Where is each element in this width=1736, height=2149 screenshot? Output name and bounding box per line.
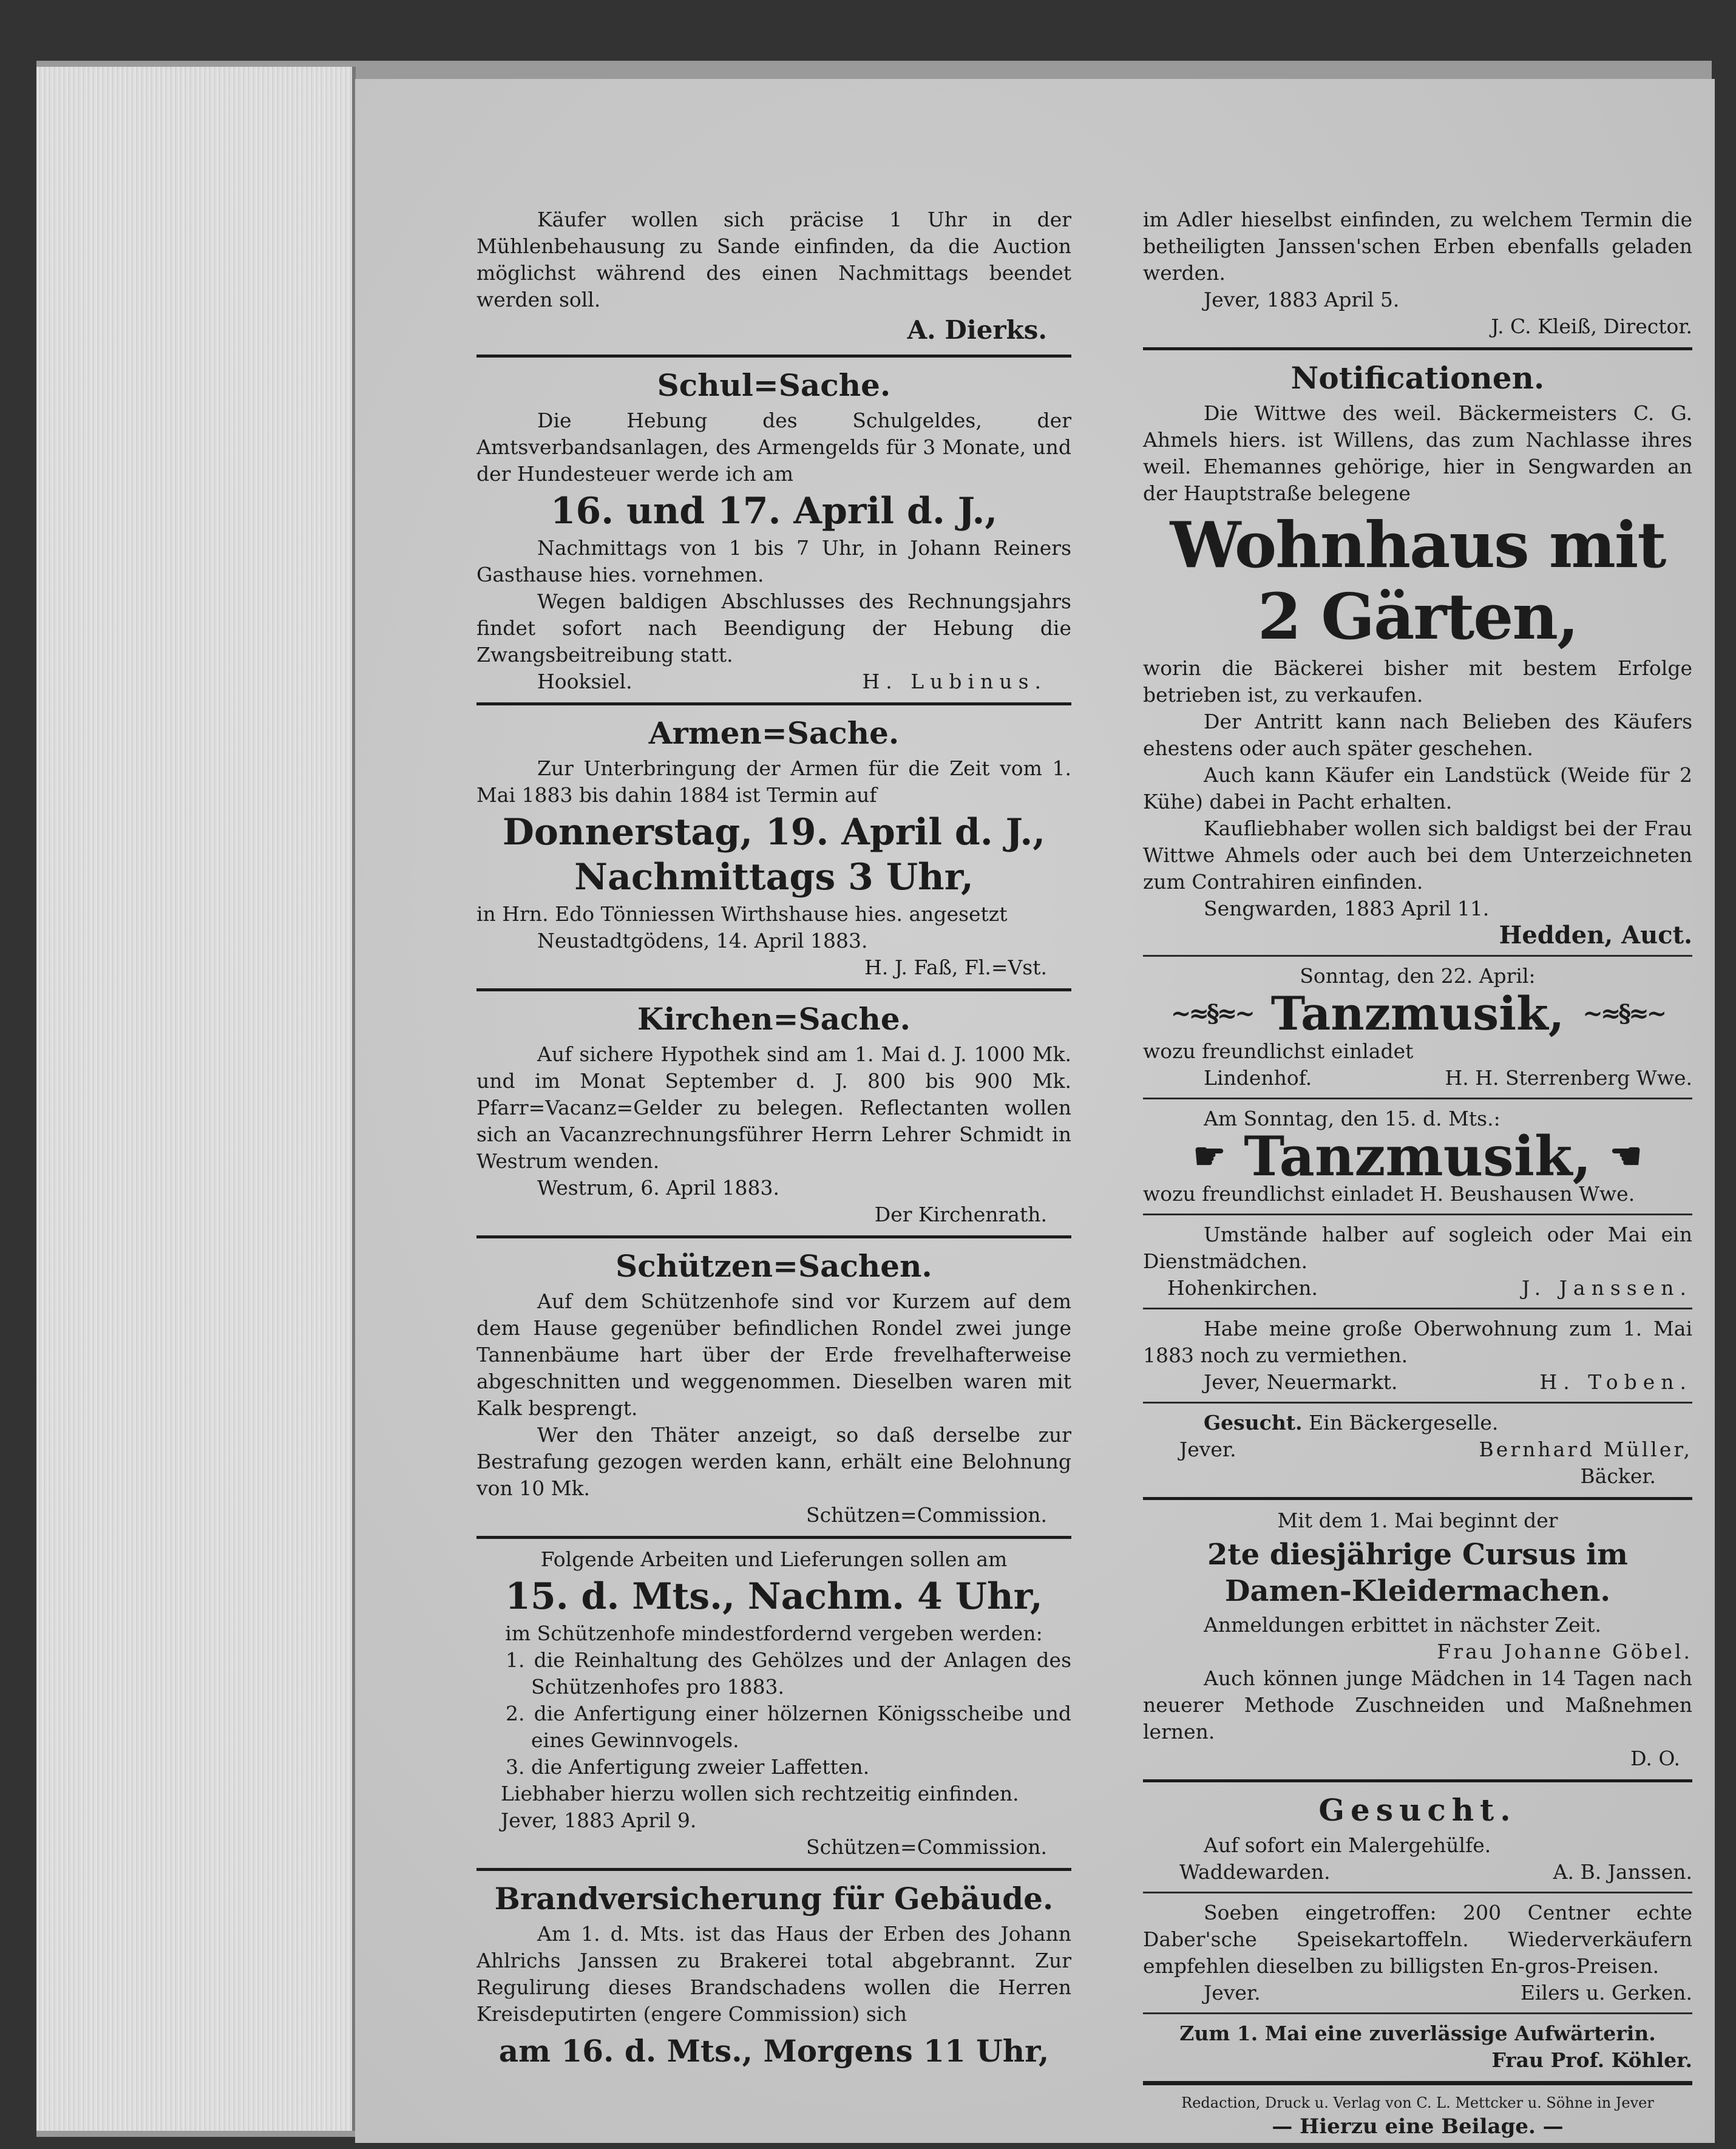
divider xyxy=(1143,347,1692,350)
wohnung-place: Jever, Neuermarkt. xyxy=(1204,1370,1398,1394)
divider xyxy=(476,702,1071,705)
schul-sign-row xyxy=(476,668,1071,695)
divider xyxy=(476,1868,1071,1871)
schuetzen-text2: Wer den Thäter anzeigt, so daß derselbe zur Bestrafung gezogen werden kann, erhält eine Belohnung von 10 Mk. xyxy=(476,1423,1071,1500)
newspaper-page xyxy=(355,79,1715,2143)
flourish-ornament-icon: ~≈§≈~ xyxy=(1170,999,1253,1028)
cursus-name: Frau Johanne Göbel. xyxy=(1437,1640,1692,1663)
kirchen-sache-notice xyxy=(476,999,1071,1228)
pointing-hand-right-icon: ☛ xyxy=(1193,1135,1226,1178)
umstaende-sign-row xyxy=(1143,1275,1692,1302)
umstaende-place: Hohenkirchen. xyxy=(1167,1276,1318,1300)
book-page-edges xyxy=(36,67,356,2131)
notif-text3: Der Antritt kann nach Belieben des Käufers ehestens oder auch später geschehen. xyxy=(1143,710,1692,760)
notif-text1: Die Wittwe des weil. Bäckermeisters C. G. Ahmels hiers. ist Willens, das zum Nachlasse ihres weil. Ehemannes gehörige, hier in Sengwarden an der Hauptstraße belegene xyxy=(1143,401,1692,505)
cursus-text2: Anmeldungen erbittet in nächster Zeit. xyxy=(1204,1613,1601,1637)
gesucht1-label: Gesucht. xyxy=(1204,1411,1303,1434)
gesucht1-role: Bäcker. xyxy=(1580,1464,1656,1488)
schuetzen-heading: Schützen=Sachen. xyxy=(615,1248,932,1284)
schul-text1: Die Hebung des Schulgeldes, der Amtsverbandsanlagen, des Armengelds für 3 Monate, und der Hundesteuer werde ich am xyxy=(476,409,1071,486)
continuation-notice xyxy=(1143,206,1692,340)
brand-heading: Brandversicherung für Gebäude. xyxy=(494,1881,1054,1916)
divider xyxy=(1143,1098,1692,1099)
notif-text5: Kaufliebhaber wollen sich baldigst bei der Frau Wittwe Ahmels oder auch bei dem Unterzeichneten zum Contrahiren einfinden. xyxy=(1143,816,1692,894)
flourish-ornament-icon: ~≈§≈~ xyxy=(1582,999,1665,1028)
arbeiten-text3: Liebhaber hierzu wollen sich rechtzeitig einfinden. xyxy=(501,1782,1019,1805)
aufwaerterin-notice xyxy=(1143,2020,1692,2074)
armen-date: Donnerstag, 19. April d. J., xyxy=(502,811,1046,854)
armen-sache-notice xyxy=(476,713,1071,981)
divider xyxy=(1143,1402,1692,1404)
schul-place: Hooksiel. xyxy=(537,670,632,693)
tanz2-date: Am Sonntag, den 15. d. Mts.: xyxy=(1204,1107,1500,1130)
brand-date: am 16. d. Mts., Morgens 11 Uhr, xyxy=(498,2033,1049,2069)
auction-notice xyxy=(476,206,1071,347)
schul-date: 16. und 17. April d. J., xyxy=(550,490,998,532)
tanz1-date: Sonntag, den 22. April: xyxy=(1300,964,1536,988)
auction-signature: A. Dierks. xyxy=(907,315,1047,345)
schuetzen-text1: Auf dem Schützenhofe sind vor Kurzem auf dem dem Hause gegenüber befindlichen Rondel zwei junge Tannenbäume hart über der Erde frevelhafterweise abgeschnitten und weggenommen. Dieselben waren mit Kalk besprengt. xyxy=(476,1289,1071,1420)
dienstmaedchen-notice xyxy=(1143,1221,1692,1302)
baeckergeselle-notice xyxy=(1143,1410,1692,1490)
tanz1-text: wozu freundlichst einladet xyxy=(1143,1039,1414,1063)
wohnung-text: Habe meine große Oberwohnung zum 1. Mai 1883 noch zu vermiethen. xyxy=(1143,1317,1692,1367)
malergehuelfe-notice xyxy=(1143,1790,1692,1886)
notif-text4: Auch kann Käufer ein Landstück (Weide für 2 Kühe) dabei in Pacht erhalten. xyxy=(1143,763,1692,813)
schul-heading: Schul=Sache. xyxy=(657,367,891,403)
divider xyxy=(476,1235,1071,1238)
schuetzen-sachen-notice xyxy=(476,1246,1071,1529)
left-column xyxy=(476,206,1071,2075)
tanz1-place: Lindenhof. xyxy=(1204,1066,1312,1090)
armen-heading: Armen=Sache. xyxy=(648,715,900,751)
divider xyxy=(476,988,1071,991)
notif-heading: Notificationen. xyxy=(1290,360,1545,396)
schul-text3: Wegen baldigen Abschlusses des Rechnungsjahrs findet sofort nach Beendigung der Hebung die Zwangsbeitreibung statt. xyxy=(476,589,1071,667)
gesucht2-place: Waddewarden. xyxy=(1179,1860,1331,1884)
arbeiten-signature: Schützen=Commission. xyxy=(806,1835,1047,1859)
schul-text2: Nachmittags von 1 bis 7 Uhr, in Johann Reiners Gasthause hies. vornehmen. xyxy=(476,536,1071,586)
gesucht1-place: Jever. xyxy=(1179,1438,1236,1461)
brand-text: Am 1. d. Mts. ist das Haus der Erben des Johann Ahlrichs Janssen zu Brakerei total abgebrannt. Zur Regulirung dieses Brandschadens wollen die Herren Kreisdeputirten (engere Commission) sich xyxy=(476,1922,1071,2026)
divider xyxy=(1143,1892,1692,1893)
umstaende-text: Umstände halber auf sogleich oder Mai ein Dienstmädchen. xyxy=(1143,1223,1692,1273)
divider xyxy=(1143,2012,1692,2014)
aufwaerterin-text: Zum 1. Mai eine zuverlässige Aufwärterin. xyxy=(1179,2022,1656,2045)
wohnung-signature: H. Toben. xyxy=(1539,1370,1692,1394)
gesucht2-sign-row xyxy=(1143,1859,1692,1886)
divider xyxy=(1143,1497,1692,1500)
arbeiten-text1: Folgende Arbeiten und Lieferungen sollen am xyxy=(540,1547,1008,1571)
gesucht2-signature: A. B. Janssen. xyxy=(1553,1860,1692,1884)
tanz2-heading: Tanzmusik, xyxy=(1244,1124,1592,1189)
brandversicherung-notice xyxy=(476,1878,1071,2073)
arbeiten-item: 1. die Reinhaltung des Gehölzes und der Anlagen des Schützenhofes pro 1883. xyxy=(506,1648,1071,1699)
arbeiten-notice xyxy=(476,1546,1071,1861)
kartoffeln-sign-row xyxy=(1143,1980,1692,2006)
kirchen-signature: Der Kirchenrath. xyxy=(874,1203,1047,1226)
kartoffeln-signature: Eilers u. Gerken. xyxy=(1520,1981,1692,2005)
cursus-text1: Mit dem 1. Mai beginnt der xyxy=(1277,1509,1558,1532)
schuetzen-signature: Schützen=Commission. xyxy=(806,1503,1047,1527)
notif-signature: Hedden, Auct. xyxy=(1499,921,1692,949)
right-column xyxy=(1143,206,1692,2140)
arbeiten-date: 15. d. Mts., Nachm. 4 Uhr, xyxy=(505,1575,1043,1618)
kirchen-place: Westrum, 6. April 1883. xyxy=(537,1176,780,1200)
schul-signature: H. Lubinus. xyxy=(862,670,1047,693)
notif-big: Wohnhaus mit 2 Gärten, xyxy=(1170,508,1666,654)
divider xyxy=(1143,955,1692,957)
armen-time: Nachmittags 3 Uhr, xyxy=(574,856,974,898)
tanzmusik-notice-1 xyxy=(1143,963,1692,1091)
notificationen-notice xyxy=(1143,358,1692,949)
tanz2-text: wozu freundlichst einladet H. Beushausen Wwe. xyxy=(1143,1182,1635,1206)
cursus-text3: Auch können junge Mädchen in 14 Tagen nach neuerer Methode Zuschneiden und Maßnehmen lernen. xyxy=(1143,1666,1692,1743)
arbeiten-place: Jever, 1883 April 9. xyxy=(501,1808,697,1832)
cursus-heading: 2te diesjährige Cursus im Damen-Kleidermachen. xyxy=(1207,1538,1628,1608)
divider xyxy=(476,1536,1071,1539)
arbeiten-item: 2. die Anfertigung einer hölzernen Königsscheibe und eines Gewinnvogels. xyxy=(506,1702,1071,1752)
gesucht1-text: Ein Bäckergeselle. xyxy=(1309,1411,1499,1434)
kartoffeln-place: Jever. xyxy=(1204,1981,1261,2005)
arbeiten-text2: im Schützenhofe mindestfordernd vergeben werden: xyxy=(505,1621,1043,1645)
gesucht2-text: Auf sofort ein Malergehülfe. xyxy=(1204,1833,1491,1857)
cont-place: Jever, 1883 April 5. xyxy=(1204,288,1400,311)
kirchen-text: Auf sichere Hypothek sind am 1. Mai d. J. 1000 Mk. und im Monat September d. J. 800 bis 900 Mk. Pfarr=Vacanz=Gelder zu belegen. Reflectanten wollen sich an Vacanzrechnungsführer Herrn Lehrer Schmidt in Westrum wenden. xyxy=(476,1042,1071,1173)
tanz1-banner xyxy=(1143,986,1692,1041)
schul-sache-notice xyxy=(476,365,1071,695)
cont-signature: J. C. Kleiß, Director. xyxy=(1491,314,1692,338)
aufwaerterin-signature: Frau Prof. Köhler. xyxy=(1491,2048,1692,2072)
divider xyxy=(1143,1779,1692,1782)
auction-text: Käufer wollen sich präcise 1 Uhr in der Mühlenbehausung zu Sande einfinden, da die Auction möglichst während des einen Nachmittags beendet werden soll. xyxy=(476,208,1071,311)
wohnung-notice xyxy=(1143,1316,1692,1396)
armen-text2: in Hrn. Edo Tönniessen Wirthshause hies. angesetzt xyxy=(476,902,1008,926)
gesucht1-line xyxy=(1143,1410,1692,1436)
umstaende-signature: J. Janssen. xyxy=(1522,1276,1692,1300)
tanz2-banner xyxy=(1143,1124,1692,1189)
imprint: Redaction, Druck u. Verlag von C. L. Mettcker u. Söhne in Jever xyxy=(1181,2094,1654,2111)
notif-text2: worin die Bäckerei bisher mit bestem Erfolge betrieben ist, zu verkaufen. xyxy=(1143,656,1692,707)
armen-signature: H. J. Faß, Fl.=Vst. xyxy=(864,956,1047,979)
tanzmusik-notice-2 xyxy=(1143,1105,1692,1207)
wohnung-sign-row xyxy=(1143,1369,1692,1396)
armen-place: Neustadtgödens, 14. April 1883. xyxy=(537,929,868,952)
divider xyxy=(1143,2081,1692,2085)
notif-place: Sengwarden, 1883 April 11. xyxy=(1204,897,1490,920)
divider xyxy=(1143,1214,1692,1215)
gesucht1-signature: Bernhard Müller, xyxy=(1479,1438,1692,1461)
arbeiten-item: 3. die Anfertigung zweier Laffetten. xyxy=(506,1755,870,1779)
kirchen-heading: Kirchen=Sache. xyxy=(637,1001,911,1037)
cont-text: im Adler hieselbst einfinden, zu welchem Termin die betheiligten Janssen'schen Erben ebenfalls geladen werden. xyxy=(1143,208,1692,285)
beilage-note: — Hierzu eine Beilage. — xyxy=(1272,2114,1564,2139)
cursus-notice xyxy=(1143,1507,1692,1772)
pointing-hand-left-icon: ☚ xyxy=(1609,1135,1643,1178)
kartoffeln-notice xyxy=(1143,1899,1692,2006)
divider xyxy=(476,355,1071,358)
kartoffeln-text: Soeben eingetroffen: 200 Centner echte Daber'sche Speisekartoffeln. Wiederverkäufern empfehlen dieselben zu billigsten En-gros-Preisen. xyxy=(1143,1901,1692,1978)
divider xyxy=(1143,1308,1692,1309)
tanz1-heading: Tanzmusik, xyxy=(1270,986,1565,1041)
gesucht2-heading: Gesucht. xyxy=(1318,1792,1517,1828)
armen-text1: Zur Unterbringung der Armen für die Zeit vom 1. Mai 1883 bis dahin 1884 ist Termin auf xyxy=(476,756,1071,807)
cursus-sig: D. O. xyxy=(1630,1747,1680,1770)
tanz1-sign-row xyxy=(1143,1065,1692,1091)
gesucht1-sign-row xyxy=(1143,1436,1692,1463)
tanz1-signature: H. H. Sterrenberg Wwe. xyxy=(1445,1066,1692,1090)
